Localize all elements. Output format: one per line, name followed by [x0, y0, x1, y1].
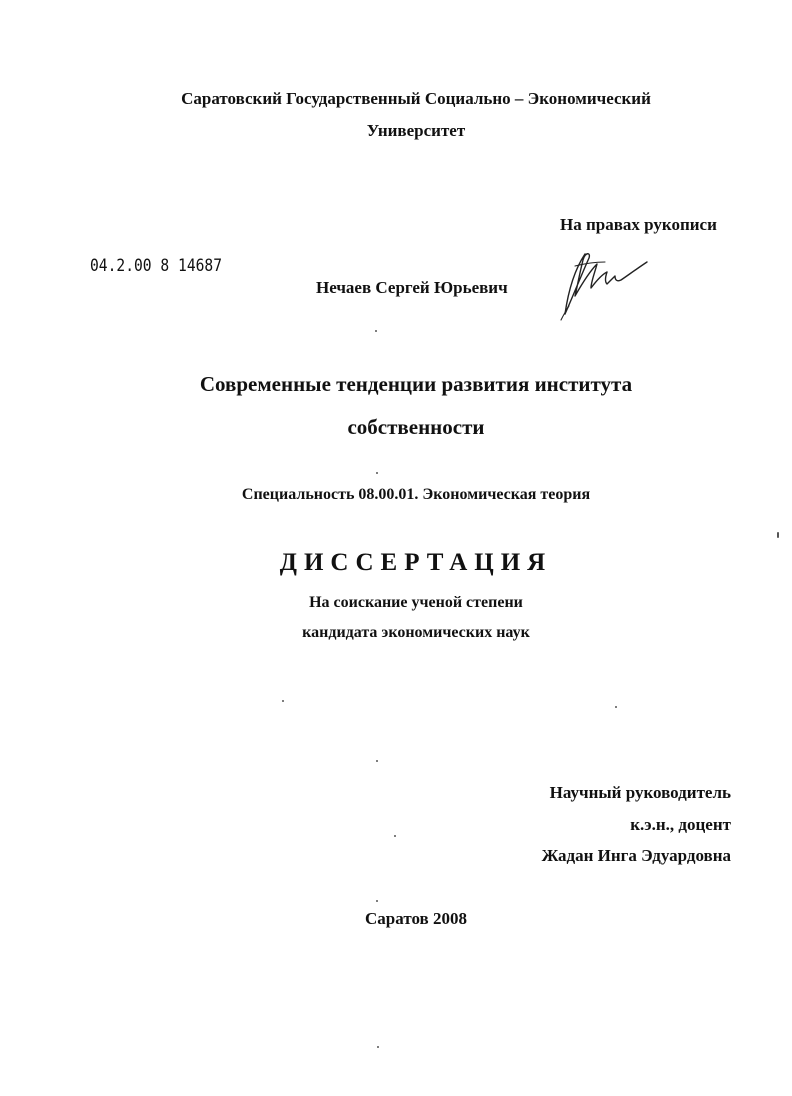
scan-speck: [282, 700, 284, 702]
scan-speck: [375, 330, 377, 332]
dissertation-title-line1: Современные тенденции развития института: [199, 372, 633, 396]
manuscript-rights-note: На правах рукописи: [560, 215, 717, 234]
catalog-number-stamp: 04.2.00 8 14687: [90, 256, 223, 276]
supervisor-rank: к.э.н., доцент: [630, 815, 731, 834]
scan-speck: [376, 472, 378, 474]
document-type-heading: ДИССЕРТАЦИЯ: [279, 549, 553, 576]
city-year: Саратов 2008: [365, 909, 467, 928]
scan-speck: [376, 760, 378, 762]
scan-speck: [615, 706, 617, 708]
supervisor-label: Научный руководитель: [549, 783, 731, 802]
degree-line2: кандидата экономических наук: [302, 624, 530, 641]
university-name-line1: Саратовский Государственный Социально – Экономический: [181, 89, 651, 108]
scan-speck: [394, 835, 396, 837]
specialty-line: Специальность 08.00.01. Экономическая теория: [241, 486, 591, 503]
university-name-line2: Университет: [366, 121, 466, 140]
scan-speck: [777, 532, 779, 538]
signature-icon: [555, 236, 665, 321]
dissertation-title-line2: собственности: [347, 415, 485, 439]
scan-speck: [377, 1046, 379, 1048]
author-name: Нечаев Сергей Юрьевич: [316, 278, 508, 297]
supervisor-name: Жадан Инга Эдуардовна: [541, 846, 731, 865]
scan-speck: [376, 900, 378, 902]
degree-line1: На соискание ученой степени: [309, 594, 523, 611]
